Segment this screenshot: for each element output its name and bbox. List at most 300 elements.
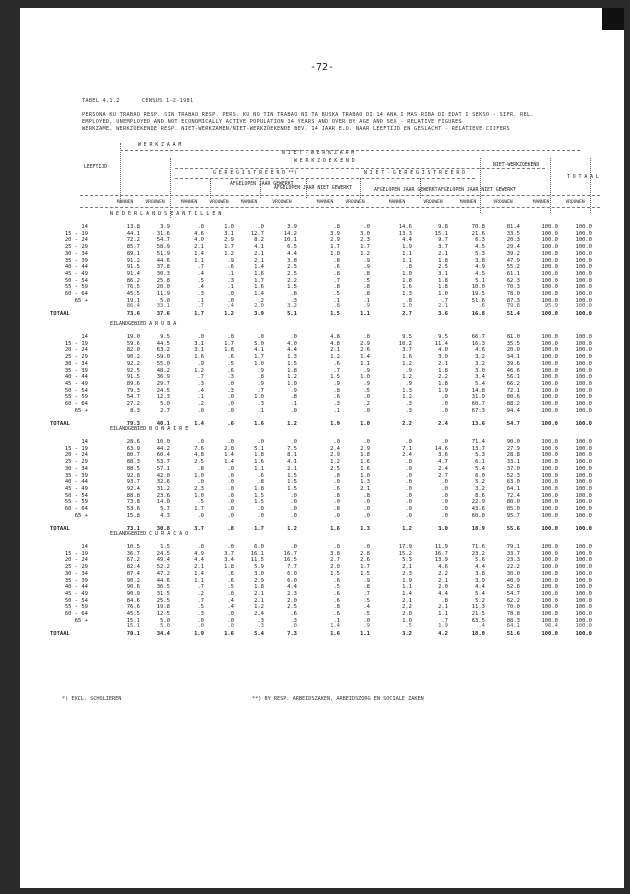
table-cell: 2.7 bbox=[330, 557, 340, 564]
table-cell: 54.7 bbox=[156, 237, 170, 244]
table-cell: .0 bbox=[227, 479, 234, 486]
row-age-label: 55 - 59 bbox=[64, 499, 88, 506]
table-column-divider bbox=[550, 158, 551, 213]
summary-cell: 5.0 bbox=[160, 623, 170, 630]
table-cell: 100.0 bbox=[541, 544, 558, 550]
table-cell: .0 bbox=[333, 439, 340, 445]
table-cell: 1.3 bbox=[402, 291, 412, 297]
table-cell: 89.1 bbox=[126, 250, 140, 257]
table-cell: 3.1 bbox=[194, 347, 204, 354]
table-cell: .8 bbox=[405, 297, 412, 304]
table-cell: .0 bbox=[405, 459, 412, 466]
summary-cell: 15.1 bbox=[126, 623, 140, 630]
total-cell: 73.1 bbox=[126, 526, 140, 533]
table-cell: 2.2 bbox=[402, 604, 412, 611]
table-cell: 2.1 bbox=[330, 347, 340, 354]
table-cell: .0 bbox=[363, 439, 370, 445]
table-cell: 1.5 bbox=[160, 544, 170, 550]
table-cell: 100.0 bbox=[575, 557, 592, 564]
table-cell: 100.0 bbox=[575, 445, 592, 452]
table-cell: 1.2 bbox=[330, 354, 340, 361]
table-cell: 64.1 bbox=[506, 485, 520, 492]
table-cell: 6.0 bbox=[287, 570, 297, 577]
table-cell: .0 bbox=[363, 224, 370, 230]
table-cell: .8 bbox=[333, 506, 340, 512]
table-cell: 63.5 bbox=[471, 617, 485, 624]
total-cell: 18.0 bbox=[471, 631, 485, 638]
table-cell: 5.3 bbox=[475, 250, 485, 257]
table-cell: 6.0 bbox=[254, 544, 264, 550]
table-cell: 100.0 bbox=[541, 570, 558, 577]
table-cell: 20.0 bbox=[506, 347, 520, 354]
table-cell: .0 bbox=[363, 617, 370, 624]
table-cell: .8 bbox=[363, 291, 370, 297]
table-cell: .6 bbox=[333, 590, 340, 597]
table-cell: 100.0 bbox=[575, 237, 592, 244]
total-cell: 13.6 bbox=[471, 421, 485, 428]
table-cell: 10.0 bbox=[156, 439, 170, 445]
summary-cell: .4 bbox=[227, 303, 234, 310]
table-cell: .6 bbox=[333, 611, 340, 617]
row-age-label: 30 - 34 bbox=[64, 250, 88, 257]
table-cell: .0 bbox=[227, 544, 234, 550]
table-cell: 1.8 bbox=[254, 452, 264, 459]
total-cell: 100.0 bbox=[541, 421, 558, 428]
table-cell: 100.0 bbox=[541, 485, 558, 492]
table-cell: .6 bbox=[227, 367, 234, 374]
table-cell: .0 bbox=[227, 472, 234, 479]
table-cell: 14.0 bbox=[156, 499, 170, 506]
table-cell: 5.4 bbox=[475, 590, 485, 597]
table-cell: 23.2 bbox=[471, 550, 485, 557]
table-cell: 2.4 bbox=[402, 452, 412, 459]
table-cell: 2.1 bbox=[287, 465, 297, 472]
table-cell: 11.9 bbox=[434, 544, 448, 550]
table-cell: 100.0 bbox=[541, 367, 558, 374]
summary-cell: 86.4 bbox=[126, 303, 140, 310]
table-cell: .1 bbox=[197, 297, 204, 304]
table-cell: 2.9 bbox=[360, 445, 370, 452]
table-cell: .0 bbox=[257, 512, 264, 519]
table-cell: 2.5 bbox=[287, 270, 297, 277]
table-cell: .0 bbox=[290, 499, 297, 506]
table-cell: 14.2 bbox=[283, 230, 297, 237]
table-cell: 80.6 bbox=[506, 394, 520, 401]
table-cell: 2.5 bbox=[287, 604, 297, 611]
table-cell: .9 bbox=[227, 257, 234, 264]
table-cell: 1.4 bbox=[224, 452, 234, 459]
summary-cell: 100.0 bbox=[575, 303, 592, 310]
table-cell: .9 bbox=[290, 387, 297, 394]
table-cell: .6 bbox=[333, 597, 340, 604]
table-cell: 100.0 bbox=[575, 584, 592, 591]
table-cell: 1.5 bbox=[287, 485, 297, 492]
section-title: EILANDGEBIED B O N A I R E bbox=[110, 426, 189, 432]
table-cell: 2.5 bbox=[287, 264, 297, 271]
table-cell: 1.2 bbox=[224, 250, 234, 257]
table-cell: 1.5 bbox=[330, 570, 340, 577]
table-cell: 1.1 bbox=[402, 250, 412, 257]
table-cell: 63.0 bbox=[506, 479, 520, 486]
table-cell: .0 bbox=[197, 224, 204, 230]
table-cell: 92.4 bbox=[126, 485, 140, 492]
table-cell: 100.0 bbox=[541, 407, 558, 414]
table-cell: .0 bbox=[257, 224, 264, 230]
table-cell: 14.6 bbox=[434, 445, 448, 452]
table-cell: 100.0 bbox=[541, 264, 558, 271]
table-cell: 100.0 bbox=[575, 439, 592, 445]
row-age-label: 65 + bbox=[74, 617, 88, 624]
table-cell: 1.5 bbox=[287, 360, 297, 367]
table-cell: 70.8 bbox=[471, 224, 485, 230]
table-cell: 100.0 bbox=[541, 564, 558, 571]
table-cell: 100.0 bbox=[575, 347, 592, 354]
table-cell: 31.5 bbox=[156, 590, 170, 597]
table-cell: .9 bbox=[405, 367, 412, 374]
table-cell: .0 bbox=[227, 492, 234, 499]
table-header-rule bbox=[80, 195, 600, 196]
table-cell: 100.0 bbox=[575, 284, 592, 291]
table-cell: 1.7 bbox=[254, 354, 264, 361]
table-cell: 16.1 bbox=[250, 550, 264, 557]
row-age-label: 30 - 34 bbox=[64, 360, 88, 367]
table-cell: 2.5 bbox=[438, 264, 448, 271]
total-cell: 100.0 bbox=[541, 631, 558, 638]
table-cell: 4.1 bbox=[254, 244, 264, 251]
table-cell: 1.9 bbox=[402, 244, 412, 251]
total-cell: 37.6 bbox=[156, 311, 170, 318]
total-cell: 40.1 bbox=[156, 421, 170, 428]
table-cell: .3 bbox=[405, 407, 412, 414]
table-cell: 88.8 bbox=[126, 492, 140, 499]
table-cell: 100.0 bbox=[541, 452, 558, 459]
table-cell: .0 bbox=[227, 617, 234, 624]
table-cell: 1.6 bbox=[360, 459, 370, 466]
table-cell: 2.1 bbox=[438, 250, 448, 257]
row-age-label: 65 + bbox=[74, 297, 88, 304]
table-cell: 51.6 bbox=[471, 297, 485, 304]
table-cell: .8 bbox=[197, 465, 204, 472]
table-cell: 1.0 bbox=[402, 617, 412, 624]
column-header-mannen: MANNEN bbox=[240, 200, 258, 205]
table-cell: .3 bbox=[257, 401, 264, 407]
table-cell: 2.4 bbox=[254, 611, 264, 617]
table-cell: 14.8 bbox=[471, 387, 485, 394]
table-cell: .3 bbox=[333, 401, 340, 407]
table-cell: 100.0 bbox=[541, 617, 558, 624]
table-cell: 100.0 bbox=[541, 499, 558, 506]
table-cell: 100.0 bbox=[541, 284, 558, 291]
row-age-label: 45 - 49 bbox=[64, 485, 88, 492]
table-cell: 5.2 bbox=[475, 597, 485, 604]
census-date: CENSUS 1-2-1981 bbox=[142, 98, 194, 104]
table-cell: 1.8 bbox=[402, 277, 412, 284]
total-cell: 30.8 bbox=[156, 526, 170, 533]
table-cell: 1.4 bbox=[360, 354, 370, 361]
table-cell: 1.4 bbox=[254, 264, 264, 271]
table-cell: .3 bbox=[197, 291, 204, 297]
table-cell: .0 bbox=[227, 611, 234, 617]
table-cell: 100.0 bbox=[575, 459, 592, 466]
table-cell: 3.9 bbox=[330, 230, 340, 237]
table-cell: .9 bbox=[257, 380, 264, 387]
description-line-1: PERSONA KU TRABAO RESP. SIN TRABAO RESP. PERS. KU NO TIN TRABAO NI TA BUSKA TRABAO DI 14 ANA I MAS RIBA DI EDAT I SEKSO - SIFR. REL. bbox=[82, 112, 534, 118]
table-cell: .9 bbox=[333, 380, 340, 387]
table-cell: .3 bbox=[227, 387, 234, 394]
table-cell: 10.0 bbox=[471, 284, 485, 291]
table-cell: 87.3 bbox=[506, 297, 520, 304]
table-cell: 1.5 bbox=[254, 492, 264, 499]
table-cell: .7 bbox=[333, 367, 340, 374]
table-cell: 93.7 bbox=[126, 479, 140, 486]
table-cell: .7 bbox=[441, 297, 448, 304]
total-cell: 70.1 bbox=[126, 631, 140, 638]
table-cell: 5.0 bbox=[254, 340, 264, 347]
table-cell: 8.6 bbox=[475, 492, 485, 499]
row-age-label: 25 - 29 bbox=[64, 564, 88, 571]
page-number: -72- bbox=[309, 62, 335, 73]
table-cell: 100.0 bbox=[575, 550, 592, 557]
table-cell: 100.0 bbox=[575, 604, 592, 611]
table-cell: 1.0 bbox=[360, 472, 370, 479]
table-cell: 80.7 bbox=[126, 452, 140, 459]
total-cell: 1.6 bbox=[330, 526, 340, 533]
table-cell: 55.2 bbox=[506, 264, 520, 271]
table-cell: 100.0 bbox=[541, 297, 558, 304]
table-cell: .0 bbox=[257, 439, 264, 445]
column-header-vrouwen: VROUWEN bbox=[209, 200, 229, 205]
table-cell: 2.1 bbox=[254, 597, 264, 604]
table-cell: 3.1 bbox=[194, 340, 204, 347]
table-cell: 1.1 bbox=[254, 465, 264, 472]
table-cell: 3.1 bbox=[224, 230, 234, 237]
table-cell: 100.0 bbox=[541, 401, 558, 407]
table-cell: .0 bbox=[290, 512, 297, 519]
table-cell: 10.5 bbox=[126, 544, 140, 550]
total-cell: 1.2 bbox=[287, 526, 297, 533]
table-cell: 100.0 bbox=[541, 347, 558, 354]
table-cell: .0 bbox=[441, 439, 448, 445]
table-cell: 16.7 bbox=[434, 550, 448, 557]
table-cell: 72.2 bbox=[126, 237, 140, 244]
table-cell: 82.4 bbox=[126, 564, 140, 571]
table-cell: 52.8 bbox=[506, 584, 520, 591]
table-cell: 5.0 bbox=[160, 617, 170, 624]
table-cell: 1.6 bbox=[402, 354, 412, 361]
table-cell: 47.9 bbox=[506, 257, 520, 264]
table-cell: .8 bbox=[363, 284, 370, 291]
table-cell: 2.7 bbox=[160, 407, 170, 414]
table-cell: 21.6 bbox=[471, 230, 485, 237]
table-cell: .0 bbox=[290, 439, 297, 445]
table-cell: .9 bbox=[405, 380, 412, 387]
total-cell: 55.6 bbox=[506, 526, 520, 533]
table-cell: 31.9 bbox=[471, 394, 485, 401]
row-age-label: 60 - 64 bbox=[64, 611, 88, 617]
table-cell: .1 bbox=[333, 617, 340, 624]
row-age-label: 35 - 39 bbox=[64, 577, 88, 584]
table-cell: 88.3 bbox=[506, 617, 520, 624]
table-cell: 27.2 bbox=[126, 401, 140, 407]
row-age-label: 35 - 39 bbox=[64, 367, 88, 374]
total-cell: 18.9 bbox=[471, 526, 485, 533]
table-cell: 5.1 bbox=[254, 445, 264, 452]
table-cell: 61.1 bbox=[506, 270, 520, 277]
table-cell: .0 bbox=[405, 472, 412, 479]
table-cell: .8 bbox=[333, 270, 340, 277]
row-age-label: 15 - 19 bbox=[64, 340, 88, 347]
table-cell: 2.1 bbox=[254, 590, 264, 597]
table-cell: 37.8 bbox=[156, 264, 170, 271]
table-cell: .0 bbox=[363, 544, 370, 550]
table-cell: 3.7 bbox=[402, 347, 412, 354]
table-cell: .6 bbox=[290, 611, 297, 617]
table-cell: 1.7 bbox=[224, 244, 234, 251]
table-cell: 2.1 bbox=[254, 257, 264, 264]
table-cell: 1.3 bbox=[360, 479, 370, 486]
row-age-label: 15 - 19 bbox=[64, 550, 88, 557]
table-cell: .9 bbox=[363, 367, 370, 374]
table-cell: 91.2 bbox=[126, 257, 140, 264]
table-cell: 5.7 bbox=[160, 506, 170, 512]
table-cell: 6.1 bbox=[475, 459, 485, 466]
table-cell: 100.0 bbox=[541, 506, 558, 512]
row-age-label: 45 - 49 bbox=[64, 380, 88, 387]
table-cell: .8 bbox=[441, 597, 448, 604]
table-cell: .0 bbox=[197, 334, 204, 340]
table-cell: 7.1 bbox=[402, 445, 412, 452]
table-cell: 33.1 bbox=[506, 459, 520, 466]
table-cell: 1.2 bbox=[254, 604, 264, 611]
table-cell: .0 bbox=[333, 544, 340, 550]
table-cell: 4.1 bbox=[287, 459, 297, 466]
table-cell: .9 bbox=[363, 257, 370, 264]
table-cell: .0 bbox=[363, 394, 370, 401]
table-cell: .6 bbox=[333, 485, 340, 492]
table-header-rule bbox=[120, 150, 580, 151]
table-cell: .4 bbox=[197, 284, 204, 291]
table-cell: 1.3 bbox=[402, 387, 412, 394]
row-age-label: 20 - 24 bbox=[64, 347, 88, 354]
table-cell: .5 bbox=[363, 611, 370, 617]
table-cell: .0 bbox=[441, 492, 448, 499]
table-cell: 1.1 bbox=[194, 577, 204, 584]
total-cell: 1.2 bbox=[224, 311, 234, 318]
table-cell: 3.9 bbox=[475, 577, 485, 584]
table-cell: 2.1 bbox=[254, 250, 264, 257]
table-cell: 47.2 bbox=[156, 570, 170, 577]
table-cell: 3.2 bbox=[475, 360, 485, 367]
table-cell: 1.5 bbox=[254, 499, 264, 506]
summary-cell: 2.0 bbox=[254, 303, 264, 310]
table-cell: .0 bbox=[333, 499, 340, 506]
table-cell: .3 bbox=[227, 277, 234, 284]
table-cell: 19.5 bbox=[471, 291, 485, 297]
total-cell: 3.6 bbox=[438, 311, 448, 318]
table-cell: 5.2 bbox=[475, 479, 485, 486]
total-cell: .8 bbox=[227, 526, 234, 533]
table-cell: 11.4 bbox=[434, 340, 448, 347]
table-cell: .6 bbox=[257, 472, 264, 479]
total-cell: 100.0 bbox=[575, 526, 592, 533]
table-cell: .6 bbox=[333, 360, 340, 367]
table-cell: 1.5 bbox=[287, 479, 297, 486]
table-cell: 24.5 bbox=[156, 550, 170, 557]
table-cell: 1.6 bbox=[254, 284, 264, 291]
table-cell: 1.9 bbox=[438, 387, 448, 394]
table-cell: .7 bbox=[197, 584, 204, 591]
total-cell: 1.7 bbox=[194, 311, 204, 318]
row-age-label: 50 - 54 bbox=[64, 597, 88, 604]
table-cell: .0 bbox=[197, 512, 204, 519]
table-cell: 13.3 bbox=[398, 230, 412, 237]
row-age-label: 50 - 54 bbox=[64, 277, 88, 284]
table-cell: 3.1 bbox=[438, 270, 448, 277]
table-cell: 1.0 bbox=[287, 380, 297, 387]
row-age-label: 45 - 49 bbox=[64, 590, 88, 597]
total-cell: .6 bbox=[227, 421, 234, 428]
table-cell: 5.4 bbox=[475, 380, 485, 387]
table-cell: .0 bbox=[333, 512, 340, 519]
table-cell: 4.4 bbox=[287, 584, 297, 591]
table-cell: 1.7 bbox=[330, 244, 340, 251]
table-cell: 4.5 bbox=[475, 270, 485, 277]
table-cell: 100.0 bbox=[541, 237, 558, 244]
total-cell: 2.4 bbox=[438, 421, 448, 428]
table-cell: .0 bbox=[405, 465, 412, 472]
table-cell: 1.6 bbox=[402, 284, 412, 291]
table-cell: 15.1 bbox=[126, 617, 140, 624]
table-cell: 70.0 bbox=[506, 604, 520, 611]
table-cell: 100.0 bbox=[575, 570, 592, 577]
table-cell: 4.8 bbox=[330, 340, 340, 347]
table-cell: .8 bbox=[333, 257, 340, 264]
table-cell: 100.0 bbox=[541, 512, 558, 519]
table-cell: 100.0 bbox=[575, 577, 592, 584]
table-cell: 43.6 bbox=[471, 506, 485, 512]
table-cell: 1.4 bbox=[194, 250, 204, 257]
table-cell: 4.4 bbox=[287, 347, 297, 354]
table-cell: 5.3 bbox=[475, 452, 485, 459]
total-cell: 51.6 bbox=[506, 631, 520, 638]
table-cell: .0 bbox=[405, 499, 412, 506]
table-cell: .5 bbox=[227, 360, 234, 367]
table-cell: .3 bbox=[290, 297, 297, 304]
summary-cell: .0 bbox=[290, 623, 297, 630]
table-cell: 86.2 bbox=[126, 277, 140, 284]
row-age-label: 14 bbox=[81, 334, 88, 340]
table-cell: 1.5 bbox=[287, 284, 297, 291]
table-cell: 100.0 bbox=[541, 277, 558, 284]
table-cell: 10.2 bbox=[398, 340, 412, 347]
total-cell: 1.1 bbox=[360, 311, 370, 318]
total-cell: 7.3 bbox=[287, 631, 297, 638]
table-cell: .0 bbox=[405, 439, 412, 445]
table-cell: 100.0 bbox=[575, 380, 592, 387]
table-cell: 1.8 bbox=[287, 367, 297, 374]
summary-cell: .5 bbox=[405, 623, 412, 630]
table-cell: 100.0 bbox=[575, 401, 592, 407]
table-cell: 31.6 bbox=[156, 230, 170, 237]
table-cell: 100.0 bbox=[541, 492, 558, 499]
table-cell: 3.2 bbox=[475, 354, 485, 361]
row-age-label: 20 - 24 bbox=[64, 237, 88, 244]
table-cell: 91.5 bbox=[126, 264, 140, 271]
table-cell: 57.1 bbox=[156, 465, 170, 472]
table-cell: 90.2 bbox=[126, 577, 140, 584]
table-cell: 100.0 bbox=[575, 485, 592, 492]
table-cell: .7 bbox=[257, 387, 264, 394]
